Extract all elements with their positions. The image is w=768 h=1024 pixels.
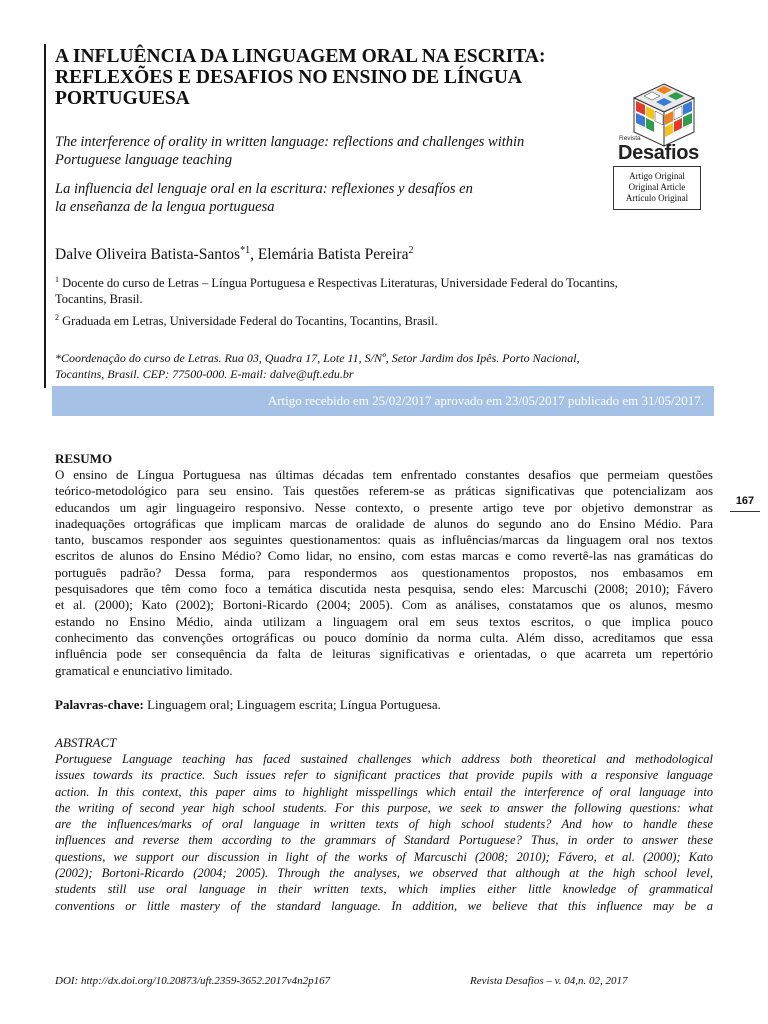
spanish-title-line: La influencia del lenguaje oral en la escritura: reflexiones y desafíos en (55, 181, 473, 197)
author-mark: 2 (408, 245, 414, 256)
affiliation-line: $^1$ Docente do curso de Letras – Língua Portuguesa e Respectivas Literaturas, Universidade Federal do Tocantins, (55, 275, 618, 291)
abstract-line: students still use oral language in their written texts, which implies either little knowledge of grammatical (55, 882, 713, 897)
affiliation-1 (55, 272, 715, 307)
article-title (55, 46, 595, 109)
resumo-text (55, 467, 713, 679)
keywords (55, 697, 441, 713)
resumo-line: educandos um agir linguageiro responsivo. Nesse contexto, o presente artigo teve por objetivo demonstrar as (55, 499, 713, 515)
article-type-en: Original Article (628, 182, 686, 192)
article-type-box (613, 166, 701, 210)
abstract-line: are the influences/marks of oral language in written texts of high school students? And how to handle these (55, 817, 713, 832)
resumo-line: conhecimento das convenções ortográficas ou pouco domínio da norma culta. Além disso, acreditamos que essa (55, 629, 713, 645)
page-number: 167 (730, 495, 760, 512)
correspondence-line: Tocantins, Brasil. CEP: 77500-000. E-mail: dalve@uft.edu.br (55, 367, 354, 381)
abstract-line: questions, we support our discussion in light of the works of Marcuschi (2008; 2010); Fávero, et al. (2000); Kato (55, 849, 713, 864)
footer-doi: DOI: http://dx.doi.org/10.20873/uft.2359-3652.2017v4n2p167 (55, 975, 331, 987)
author-mark: *1 (240, 245, 251, 256)
abstract-line: issues towards its practice. Such issues refer to significant practices that provide pupils with a responsive language (55, 768, 713, 783)
resumo-line: estando no Ensino Médio, ainda utilizam a linguagem oral em seus textos escritos, o que implica pouco (55, 613, 713, 629)
resumo-line: et al. (2000); Kato (2002); Bortoni-Ricardo (2004; 2005). Com as análises, constatamos que os alunos, mesmo (55, 597, 713, 613)
english-title (55, 133, 575, 169)
affiliation-line: $^2$ Graduada em Letras, Universidade Federal do Tocantins, Tocantins, Brasil. (55, 313, 438, 329)
footer-journal: Revista Desafios – v. 04,n. 02, 2017 (470, 975, 628, 987)
resumo-line: gramatical e enunciativo limitado. (55, 662, 233, 678)
authors (55, 242, 413, 264)
english-title-line: Portuguese language teaching (55, 152, 233, 168)
abstract-line: the writing of second year high school students. For this purpose, we seek to answer the following questions: what (55, 800, 713, 815)
affiliation-mark: 2 (55, 313, 59, 322)
abstract-line: (2002); Bortoni-Ricardo (2004; 2005). Through the analyses, we observed that although at the high school level, (55, 866, 713, 881)
spanish-title (55, 180, 575, 216)
english-title-line: The interference of orality in written language: reflections and challenges within (55, 134, 525, 150)
title-line: REFLEXÕES E DESAFIOS NO ENSINO DE LÍNGUA (55, 67, 523, 88)
abstract-line: action. In this context, this paper aims to highlight misspellings which entail the interference of oral language into (55, 784, 713, 799)
abstract-line: influences and reverse them according to the grammars of Standard Portuguese? Thus, in order to answer these (55, 833, 713, 848)
correspondence-line: *Coordenação do curso de Letras. Rua 03, Quadra 17, Lote 11, S/Nº, Setor Jardim dos Ipês. Porto Nacional, (55, 351, 580, 365)
resumo-line: tanto, buscamos responder aos seguintes questionamentos: quais as influências/marcas da linguagem oral nos textos (55, 532, 713, 548)
abstract-text (55, 751, 713, 914)
author-separator: , (250, 246, 258, 264)
title-rule (44, 44, 46, 388)
article-type-es: Artículo Original (625, 193, 689, 203)
resumo-line: O ensino de Língua Portuguesa nas últimas décadas tem enfrentado constantes desafios que permeiam questões (55, 467, 713, 482)
abstract-heading: ABSTRACT (55, 735, 117, 750)
abstract-line: Portuguese Language teaching has faced sustained challenges which address both theoretical and methodological (55, 752, 713, 766)
affiliation-2 (55, 310, 715, 329)
resumo-line: influência pode ser consequência da falta de leituras significativas e orientadas, o que acarreta um repertório (55, 646, 713, 662)
resumo-line: teórico-metodológico para seu ensino. Tais questões referem-se as práticas significativas que potencializam aos (55, 483, 713, 499)
dates-banner: Artigo recebido em 25/02/2017 aprovado em 23/05/2017 publicado em 31/05/2017. (52, 386, 714, 416)
resumo-line: pesquisadores que têm como foco a temática discutida nesta pesquisa, sendo eles: Marcuschi (2008; 2010); Fávero (55, 581, 713, 597)
correspondence (55, 350, 715, 382)
affiliation-mark: 1 (55, 275, 59, 284)
keywords-list: Linguagem oral; Linguagem escrita; Língua Portuguesa. (143, 697, 441, 712)
resumo-line: escritos de alunos do Ensino Médio? Como lidar, no ensino, com estas marcas e como revertê-las nas gramáticas do (55, 548, 713, 564)
article-type-pt: Artigo Original (629, 171, 685, 181)
title-line: PORTUGUESA (55, 88, 190, 109)
resumo-line: inadequações ortográficas que implicam marcas de oralidade de alunos do segundo ano do Ensino Médio. Para (55, 515, 713, 531)
resumo-line: português padrão? Dessa forma, para respondermos aos questionamentos propostos, nos embasamos em (55, 564, 713, 580)
abstract-line: conventions or little mastery of the standard language. In addition, we believe that this influence may be a (55, 898, 713, 913)
spanish-title-line: la enseñanza de la lengua portuguesa (55, 199, 275, 215)
author-name: Elemária Batista Pereira (257, 246, 409, 264)
keywords-label: Palavras-chave: (55, 697, 144, 712)
resumo-heading: RESUMO (55, 451, 113, 466)
author-name: Dalve Oliveira Batista-Santos (55, 246, 241, 264)
title-line: A INFLUÊNCIA DA LINGUAGEM ORAL NA ESCRITA: (55, 46, 546, 67)
logo-small-text: Revista (619, 135, 641, 142)
logo-name: Desafios (618, 142, 699, 164)
affiliation-line: Tocantins, Brasil. (55, 292, 143, 307)
